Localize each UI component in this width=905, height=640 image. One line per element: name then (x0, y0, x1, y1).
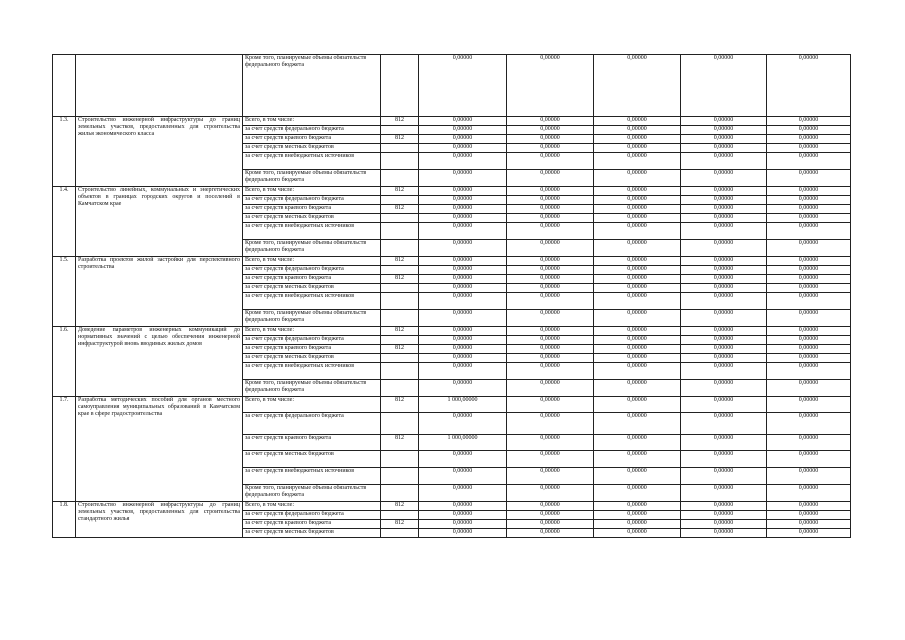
budget-table-body (53, 55, 851, 538)
amount-cell: 0,00000 (419, 485, 507, 502)
amount-cell: 0,00000 (507, 284, 594, 293)
amount-cell: 0,00000 (767, 327, 851, 336)
budget-code: 812 (381, 257, 419, 266)
amount-cell: 0,00000 (419, 214, 507, 223)
funding-source: Всего, в том числе: (243, 257, 381, 266)
amount-cell: 0,00000 (767, 275, 851, 284)
amount-cell: 0,00000 (767, 520, 851, 529)
amount-cell: 0,00000 (767, 117, 851, 126)
item-number: 1.6. (53, 327, 76, 397)
amount-cell: 0,00000 (419, 205, 507, 214)
funding-source: за счет средств федерального бюджета (243, 511, 381, 520)
amount-cell: 0,00000 (681, 257, 767, 266)
amount-cell: 0,00000 (507, 187, 594, 196)
item-description: Строительство инженерной инфраструктуры до границ земельных участков, предоставленных для строительства жилья экономического класса (76, 117, 243, 187)
funding-source: Всего, в том числе: (243, 117, 381, 126)
item-number: 1.3. (53, 117, 76, 187)
funding-source: за счет средств федерального бюджета (243, 336, 381, 345)
amount-cell: 0,00000 (419, 170, 507, 187)
amount-cell: 0,00000 (681, 310, 767, 327)
amount-cell: 0,00000 (419, 117, 507, 126)
funding-source: за счет средств местных бюджетов (243, 529, 381, 538)
budget-code: 812 (381, 502, 419, 511)
amount-cell: 0,00000 (419, 55, 507, 117)
amount-cell: 0,00000 (681, 266, 767, 275)
amount-cell: 0,00000 (681, 153, 767, 170)
amount-cell: 0,00000 (681, 205, 767, 214)
amount-cell: 0,00000 (594, 451, 681, 468)
funding-source: за счет средств внебюджетных источников (243, 468, 381, 485)
budget-code (381, 336, 419, 345)
amount-cell: 0,00000 (419, 468, 507, 485)
amount-cell: 0,00000 (767, 435, 851, 451)
amount-cell: 0,00000 (594, 435, 681, 451)
funding-source: за счет средств краевого бюджета (243, 435, 381, 451)
amount-cell: 0,00000 (594, 520, 681, 529)
amount-cell: 0,00000 (594, 266, 681, 275)
amount-cell: 0,00000 (681, 468, 767, 485)
amount-cell: 0,00000 (767, 126, 851, 135)
amount-cell: 0,00000 (594, 117, 681, 126)
budget-code (381, 310, 419, 327)
amount-cell: 0,00000 (594, 257, 681, 266)
amount-cell: 0,00000 (594, 205, 681, 214)
amount-cell: 0,00000 (681, 240, 767, 257)
amount-cell: 0,00000 (767, 144, 851, 153)
amount-cell: 0,00000 (419, 363, 507, 380)
funding-source: за счет средств местных бюджетов (243, 451, 381, 468)
amount-cell: 0,00000 (767, 345, 851, 354)
item-description: Строительство линейных, коммунальных и энергетических объектов в границах городских округов и поселений в Камчатском крае (76, 187, 243, 257)
amount-cell: 0,00000 (681, 196, 767, 205)
budget-code: 812 (381, 327, 419, 336)
funding-source: за счет средств внебюджетных источников (243, 153, 381, 170)
funding-source: за счет средств краевого бюджета (243, 345, 381, 354)
table-row (53, 257, 851, 266)
table-row (53, 502, 851, 511)
amount-cell: 0,00000 (507, 310, 594, 327)
amount-cell: 0,00000 (767, 205, 851, 214)
item-description: Разработка проектов жилой застройки для перспективного строительства (76, 257, 243, 327)
amount-cell: 0,00000 (419, 327, 507, 336)
amount-cell: 0,00000 (767, 502, 851, 511)
amount-cell: 0,00000 (507, 126, 594, 135)
amount-cell: 0,00000 (681, 413, 767, 435)
item-description (76, 55, 243, 117)
amount-cell: 0,00000 (767, 468, 851, 485)
budget-code (381, 468, 419, 485)
amount-cell: 0,00000 (507, 511, 594, 520)
amount-cell: 0,00000 (507, 240, 594, 257)
budget-code (381, 214, 419, 223)
amount-cell: 0,00000 (681, 135, 767, 144)
amount-cell: 0,00000 (419, 135, 507, 144)
budget-code (381, 196, 419, 205)
funding-source: Кроме того, планируемые объемы обязательств федерального бюджета (243, 170, 381, 187)
amount-cell: 0,00000 (767, 284, 851, 293)
amount-cell: 0,00000 (507, 529, 594, 538)
amount-cell: 0,00000 (419, 413, 507, 435)
amount-cell: 0,00000 (419, 153, 507, 170)
amount-cell: 0,00000 (767, 413, 851, 435)
amount-cell: 0,00000 (767, 336, 851, 345)
funding-source: за счет средств внебюджетных источников (243, 363, 381, 380)
funding-source: Всего, в том числе: (243, 187, 381, 196)
amount-cell: 0,00000 (767, 511, 851, 520)
amount-cell: 0,00000 (681, 485, 767, 502)
amount-cell: 0,00000 (507, 327, 594, 336)
budget-code (381, 126, 419, 135)
funding-source: за счет средств краевого бюджета (243, 135, 381, 144)
funding-source: за счет средств внебюджетных источников (243, 223, 381, 240)
funding-source: за счет средств краевого бюджета (243, 520, 381, 529)
amount-cell: 0,00000 (594, 170, 681, 187)
item-description: Доведение параметров инженерных коммуникаций до нормативных значений с целью обеспечения инженерной инфраструктурой вновь вводимых жилых домов (76, 327, 243, 397)
amount-cell: 0,00000 (594, 354, 681, 363)
item-number: 1.7. (53, 397, 76, 502)
amount-cell: 0,00000 (681, 170, 767, 187)
amount-cell: 0,00000 (767, 187, 851, 196)
funding-source: за счет средств краевого бюджета (243, 205, 381, 214)
amount-cell: 0,00000 (507, 205, 594, 214)
budget-table-page (52, 54, 850, 538)
amount-cell: 0,00000 (419, 187, 507, 196)
amount-cell: 0,00000 (681, 451, 767, 468)
amount-cell: 0,00000 (594, 153, 681, 170)
amount-cell: 0,00000 (419, 275, 507, 284)
budget-code (381, 451, 419, 468)
funding-source: Кроме того, планируемые объемы обязательств федерального бюджета (243, 55, 381, 117)
amount-cell: 0,00000 (767, 397, 851, 413)
amount-cell: 0,00000 (419, 126, 507, 135)
amount-cell: 0,00000 (681, 511, 767, 520)
amount-cell: 0,00000 (594, 327, 681, 336)
table-row (53, 327, 851, 336)
amount-cell: 0,00000 (507, 336, 594, 345)
amount-cell: 0,00000 (507, 153, 594, 170)
amount-cell: 0,00000 (507, 257, 594, 266)
amount-cell: 0,00000 (594, 293, 681, 310)
amount-cell: 0,00000 (594, 135, 681, 144)
funding-source: за счет средств федерального бюджета (243, 266, 381, 275)
budget-code (381, 144, 419, 153)
amount-cell: 0,00000 (594, 126, 681, 135)
budget-code (381, 380, 419, 397)
amount-cell: 0,00000 (681, 117, 767, 126)
amount-cell: 0,00000 (507, 435, 594, 451)
amount-cell: 0,00000 (681, 327, 767, 336)
amount-cell: 1 000,00000 (419, 397, 507, 413)
amount-cell: 0,00000 (419, 144, 507, 153)
budget-code (381, 413, 419, 435)
amount-cell: 0,00000 (419, 529, 507, 538)
amount-cell: 0,00000 (594, 214, 681, 223)
budget-code (381, 529, 419, 538)
budget-code (381, 284, 419, 293)
funding-source: за счет средств внебюджетных источников (243, 293, 381, 310)
item-number (53, 55, 76, 117)
item-description: Строительство инженерной инфраструктуры до границ земельных участков, предоставленных для строительства стандартного жилья (76, 502, 243, 538)
budget-code: 812 (381, 205, 419, 214)
funding-source: за счет средств местных бюджетов (243, 144, 381, 153)
amount-cell: 0,00000 (767, 293, 851, 310)
funding-source: Кроме того, планируемые объемы обязательств федерального бюджета (243, 240, 381, 257)
amount-cell: 0,00000 (419, 380, 507, 397)
amount-cell: 0,00000 (594, 144, 681, 153)
budget-code (381, 223, 419, 240)
amount-cell: 0,00000 (767, 153, 851, 170)
amount-cell: 0,00000 (594, 485, 681, 502)
amount-cell: 0,00000 (507, 266, 594, 275)
funding-source: за счет средств местных бюджетов (243, 354, 381, 363)
table-row (53, 397, 851, 413)
amount-cell: 0,00000 (419, 520, 507, 529)
amount-cell: 0,00000 (507, 293, 594, 310)
amount-cell: 0,00000 (507, 502, 594, 511)
amount-cell: 0,00000 (419, 284, 507, 293)
amount-cell: 0,00000 (507, 55, 594, 117)
budget-code (381, 266, 419, 275)
amount-cell: 0,00000 (767, 354, 851, 363)
amount-cell: 0,00000 (507, 354, 594, 363)
amount-cell: 0,00000 (419, 223, 507, 240)
amount-cell: 0,00000 (767, 257, 851, 266)
funding-source: за счет средств краевого бюджета (243, 275, 381, 284)
amount-cell: 0,00000 (594, 55, 681, 117)
funding-source: Кроме того, планируемые объемы обязательств федерального бюджета (243, 310, 381, 327)
amount-cell: 0,00000 (681, 275, 767, 284)
amount-cell: 0,00000 (681, 336, 767, 345)
funding-source: Всего, в том числе: (243, 502, 381, 511)
budget-code (381, 363, 419, 380)
amount-cell: 0,00000 (419, 196, 507, 205)
amount-cell: 0,00000 (507, 520, 594, 529)
funding-source: за счет средств местных бюджетов (243, 214, 381, 223)
amount-cell: 0,00000 (419, 293, 507, 310)
amount-cell: 0,00000 (594, 275, 681, 284)
amount-cell: 0,00000 (767, 170, 851, 187)
budget-code (381, 240, 419, 257)
amount-cell: 0,00000 (419, 336, 507, 345)
amount-cell: 0,00000 (507, 117, 594, 126)
amount-cell: 0,00000 (594, 511, 681, 520)
amount-cell: 0,00000 (681, 502, 767, 511)
amount-cell: 0,00000 (681, 126, 767, 135)
budget-code: 812 (381, 435, 419, 451)
amount-cell: 0,00000 (594, 397, 681, 413)
amount-cell: 0,00000 (594, 240, 681, 257)
table-row (53, 55, 851, 117)
funding-source: Всего, в том числе: (243, 327, 381, 336)
amount-cell: 0,00000 (594, 529, 681, 538)
item-description: Разработка методических пособий для органов местного самоуправления муниципальных образований в Камчатском крае в сфере градостроительства (76, 397, 243, 502)
amount-cell: 0,00000 (594, 284, 681, 293)
amount-cell: 0,00000 (507, 214, 594, 223)
funding-source: за счет средств местных бюджетов (243, 284, 381, 293)
budget-code (381, 354, 419, 363)
amount-cell: 0,00000 (767, 55, 851, 117)
amount-cell: 0,00000 (594, 336, 681, 345)
amount-cell: 0,00000 (767, 214, 851, 223)
amount-cell: 0,00000 (419, 240, 507, 257)
item-number: 1.8. (53, 502, 76, 538)
amount-cell: 0,00000 (419, 354, 507, 363)
budget-code: 812 (381, 275, 419, 284)
amount-cell: 0,00000 (507, 451, 594, 468)
budget-code: 812 (381, 520, 419, 529)
amount-cell: 0,00000 (681, 520, 767, 529)
amount-cell: 0,00000 (419, 310, 507, 327)
amount-cell: 0,00000 (767, 240, 851, 257)
amount-cell: 0,00000 (594, 468, 681, 485)
amount-cell: 0,00000 (767, 196, 851, 205)
funding-source: за счет средств федерального бюджета (243, 126, 381, 135)
amount-cell: 0,00000 (594, 363, 681, 380)
amount-cell: 0,00000 (594, 413, 681, 435)
amount-cell: 0,00000 (681, 380, 767, 397)
amount-cell: 0,00000 (507, 485, 594, 502)
amount-cell: 0,00000 (681, 293, 767, 310)
table-row (53, 117, 851, 126)
amount-cell: 0,00000 (767, 310, 851, 327)
amount-cell: 0,00000 (681, 144, 767, 153)
budget-code (381, 55, 419, 117)
amount-cell: 0,00000 (767, 223, 851, 240)
amount-cell: 0,00000 (507, 144, 594, 153)
amount-cell: 0,00000 (419, 266, 507, 275)
amount-cell: 0,00000 (507, 275, 594, 284)
amount-cell: 0,00000 (507, 397, 594, 413)
budget-code: 812 (381, 397, 419, 413)
funding-source: Кроме того, планируемые объемы обязательств федерального бюджета (243, 380, 381, 397)
budget-code: 812 (381, 117, 419, 126)
funding-source: за счет средств федерального бюджета (243, 196, 381, 205)
funding-source: за счет средств федерального бюджета (243, 413, 381, 435)
amount-cell: 0,00000 (594, 380, 681, 397)
item-number: 1.5. (53, 257, 76, 327)
amount-cell: 0,00000 (507, 380, 594, 397)
amount-cell: 0,00000 (681, 187, 767, 196)
amount-cell: 0,00000 (767, 363, 851, 380)
item-number: 1.4. (53, 187, 76, 257)
amount-cell: 0,00000 (594, 502, 681, 511)
amount-cell: 0,00000 (419, 511, 507, 520)
amount-cell: 0,00000 (419, 451, 507, 468)
amount-cell: 0,00000 (767, 380, 851, 397)
amount-cell: 0,00000 (681, 223, 767, 240)
amount-cell: 0,00000 (594, 310, 681, 327)
amount-cell: 0,00000 (681, 284, 767, 293)
amount-cell: 0,00000 (767, 135, 851, 144)
amount-cell: 0,00000 (507, 345, 594, 354)
budget-code: 812 (381, 135, 419, 144)
amount-cell: 0,00000 (507, 196, 594, 205)
budget-code (381, 293, 419, 310)
budget-table (52, 54, 851, 538)
amount-cell: 0,00000 (507, 170, 594, 187)
budget-code (381, 153, 419, 170)
amount-cell: 0,00000 (507, 223, 594, 240)
amount-cell: 0,00000 (681, 529, 767, 538)
funding-source: Кроме того, планируемые объемы обязательств федерального бюджета (243, 485, 381, 502)
amount-cell: 0,00000 (594, 223, 681, 240)
amount-cell: 0,00000 (681, 435, 767, 451)
amount-cell: 0,00000 (681, 397, 767, 413)
budget-code (381, 511, 419, 520)
amount-cell: 0,00000 (767, 529, 851, 538)
amount-cell: 0,00000 (507, 363, 594, 380)
amount-cell: 0,00000 (507, 468, 594, 485)
funding-source: Всего, в том числе: (243, 397, 381, 413)
budget-code: 812 (381, 345, 419, 354)
amount-cell: 0,00000 (681, 55, 767, 117)
amount-cell: 0,00000 (767, 266, 851, 275)
amount-cell: 0,00000 (681, 354, 767, 363)
amount-cell: 0,00000 (594, 196, 681, 205)
budget-code: 812 (381, 187, 419, 196)
amount-cell: 0,00000 (419, 502, 507, 511)
amount-cell: 0,00000 (681, 363, 767, 380)
table-row (53, 187, 851, 196)
amount-cell: 0,00000 (507, 135, 594, 144)
amount-cell: 0,00000 (594, 187, 681, 196)
amount-cell: 0,00000 (681, 345, 767, 354)
amount-cell: 0,00000 (507, 413, 594, 435)
amount-cell: 0,00000 (767, 485, 851, 502)
budget-code (381, 485, 419, 502)
amount-cell: 0,00000 (419, 257, 507, 266)
amount-cell: 0,00000 (594, 345, 681, 354)
amount-cell: 1 000,00000 (419, 435, 507, 451)
amount-cell: 0,00000 (419, 345, 507, 354)
budget-code (381, 170, 419, 187)
amount-cell: 0,00000 (681, 214, 767, 223)
amount-cell: 0,00000 (767, 451, 851, 468)
